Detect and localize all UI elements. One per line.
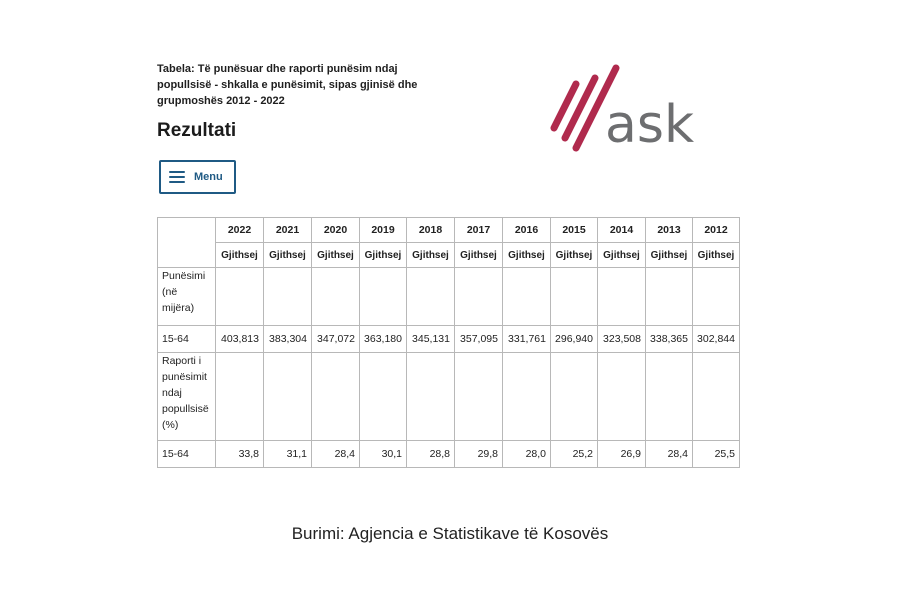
logo-text: ask	[605, 95, 695, 154]
table-cell: 345,131	[407, 326, 455, 353]
header-corner	[158, 218, 216, 268]
source-caption: Burimi: Agjencia e Statistikave të Kosovës	[291, 524, 609, 543]
year-header: 2020	[312, 218, 360, 243]
row-label: 15-64	[158, 441, 216, 468]
total-header: Gjithsej	[264, 243, 312, 268]
table-cell: 383,304	[264, 326, 312, 353]
ask-logo	[548, 62, 708, 154]
table-cell: 403,813	[216, 326, 264, 353]
year-header-row	[158, 218, 740, 243]
table-row	[158, 326, 740, 353]
table-cell: 331,761	[503, 326, 551, 353]
table-cell: 296,940	[551, 326, 598, 353]
results-table	[157, 217, 740, 468]
table-cell: 28,4	[312, 441, 360, 468]
year-header: 2022	[216, 218, 264, 243]
total-header: Gjithsej	[360, 243, 407, 268]
table-cell: 29,8	[455, 441, 503, 468]
hamburger-icon	[169, 171, 185, 183]
menu-button[interactable]	[159, 160, 236, 194]
menu-button-label: Menu	[194, 171, 223, 183]
table-row	[158, 441, 740, 468]
total-header: Gjithsej	[216, 243, 264, 268]
total-header: Gjithsej	[407, 243, 455, 268]
table-cell: 357,095	[455, 326, 503, 353]
table-cell: 28,0	[503, 441, 551, 468]
table-cell: 30,1	[360, 441, 407, 468]
table-cell: 28,8	[407, 441, 455, 468]
total-header: Gjithsej	[551, 243, 598, 268]
total-header: Gjithsej	[503, 243, 551, 268]
section-label: Raporti i punësimit ndaj popullsisë (%)	[158, 353, 216, 441]
table-cell: 26,9	[598, 441, 646, 468]
total-header-row	[158, 243, 740, 268]
table-cell: 25,5	[693, 441, 740, 468]
table-caption: Tabela: Të punësuar dhe raporti punësim ndaj popullsisë - shkalla e punësimit, sipas gjinisë dhe grupmoshës 2012 - 2022	[157, 63, 418, 107]
total-header: Gjithsej	[693, 243, 740, 268]
year-header: 2014	[598, 218, 646, 243]
table-cell: 28,4	[646, 441, 693, 468]
year-header: 2015	[551, 218, 598, 243]
year-header: 2016	[503, 218, 551, 243]
total-header: Gjithsej	[455, 243, 503, 268]
total-header: Gjithsej	[598, 243, 646, 268]
section-label: Punësimi (në mijëra)	[158, 268, 216, 326]
total-header: Gjithsej	[646, 243, 693, 268]
year-header: 2019	[360, 218, 407, 243]
total-header: Gjithsej	[312, 243, 360, 268]
year-header: 2017	[455, 218, 503, 243]
table-cell: 25,2	[551, 441, 598, 468]
table-cell: 31,1	[264, 441, 312, 468]
row-label: 15-64	[158, 326, 216, 353]
table-cell: 347,072	[312, 326, 360, 353]
table-cell: 323,508	[598, 326, 646, 353]
year-header: 2012	[693, 218, 740, 243]
section-row-employment	[158, 268, 740, 326]
table-cell: 33,8	[216, 441, 264, 468]
year-header: 2013	[646, 218, 693, 243]
year-header: 2021	[264, 218, 312, 243]
table-cell: 338,365	[646, 326, 693, 353]
section-row-ratio	[158, 353, 740, 441]
table-cell: 363,180	[360, 326, 407, 353]
table-cell: 302,844	[693, 326, 740, 353]
year-header: 2018	[407, 218, 455, 243]
results-heading: Rezultati	[157, 120, 237, 141]
